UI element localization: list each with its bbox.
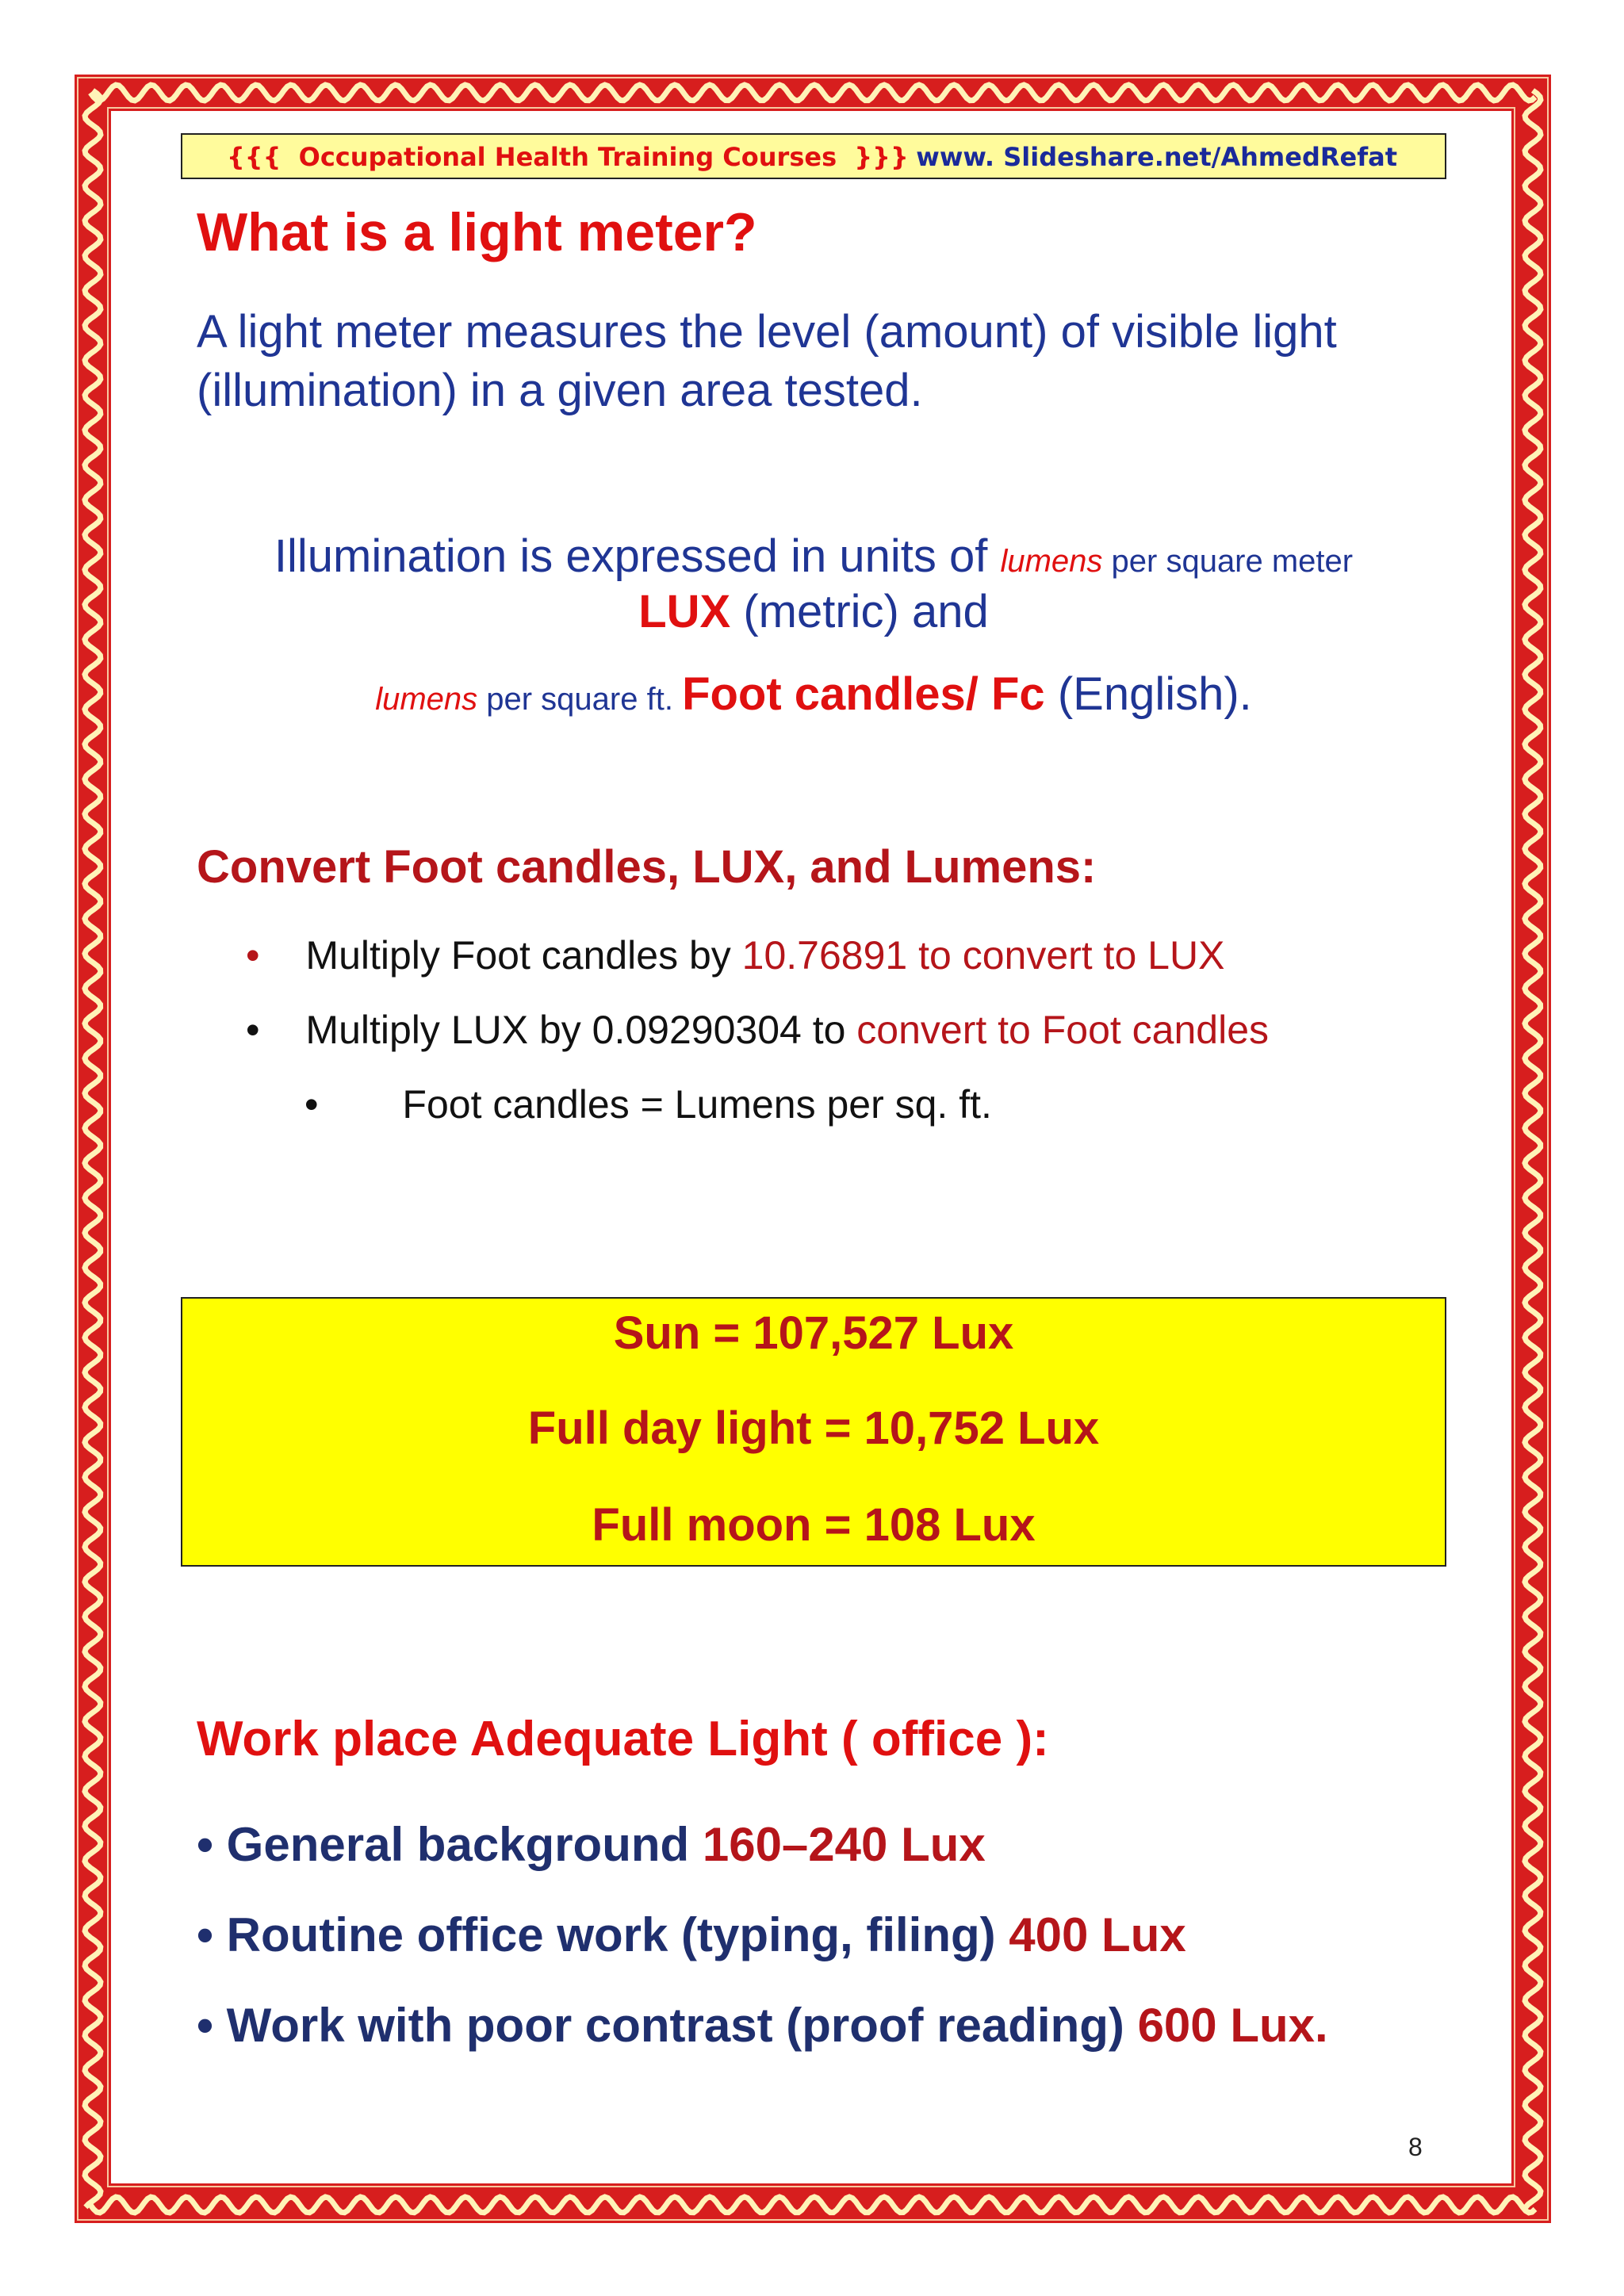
workplace-item-value: 160–240 Lux xyxy=(702,1818,986,1871)
course-name: Occupational Health Training Courses xyxy=(298,142,837,172)
border-wave xyxy=(90,2197,1535,2213)
lumens-term-2: lumens xyxy=(375,682,478,717)
page-number: 8 xyxy=(1408,2133,1423,2161)
illumination-line-2 xyxy=(181,585,1446,638)
course-title xyxy=(227,142,909,172)
workplace-item-value: 400 Lux xyxy=(1009,1908,1186,1961)
english-label: (English). xyxy=(1044,668,1252,720)
full-moon-value: Full moon = 108 Lux xyxy=(592,1499,1036,1551)
workplace-item-value: 600 Lux. xyxy=(1137,1999,1328,2052)
convert-bullet-1-text: Multiply Foot candles by xyxy=(305,933,742,978)
convert-heading: Convert Foot candles, LUX, and Lumens: xyxy=(197,841,1097,893)
convert-bullet-3 xyxy=(304,1081,992,1127)
per-square-ft: per square ft. xyxy=(477,682,683,717)
workplace-item xyxy=(197,1817,986,1872)
open-braces: {{{ xyxy=(227,142,282,172)
sun-value: Sun = 107,527 Lux xyxy=(613,1307,1014,1359)
page-content-area xyxy=(111,111,1511,2183)
workplace-item-label: • Work with poor contrast (proof reading) xyxy=(197,1999,1138,2052)
intro-paragraph xyxy=(197,303,1337,420)
convert-bullet-1 xyxy=(246,932,1224,978)
border-wave xyxy=(90,85,1535,101)
metric-label: (metric) and xyxy=(730,586,989,637)
bullet-glyph: • xyxy=(246,933,260,978)
page-title: What is a light meter? xyxy=(197,202,757,262)
foot-candles-term: Foot candles/ Fc xyxy=(682,668,1045,720)
convert-bullet-2-highlight: convert to Foot candles xyxy=(856,1008,1270,1052)
convert-bullet-3-text: Foot candles = Lumens per sq. ft. xyxy=(402,1082,992,1127)
workplace-heading: Work place Adequate Light ( office ): xyxy=(197,1712,1049,1766)
workplace-item xyxy=(197,1908,1186,1962)
convert-bullet-2-text: Multiply LUX by 0.09290304 to xyxy=(305,1008,857,1052)
border-wave xyxy=(1525,90,1541,2207)
intro-line-1: A light meter measures the level (amount) of visible light xyxy=(197,306,1337,358)
illumination-line-3 xyxy=(181,668,1446,721)
header-banner xyxy=(181,133,1446,179)
illumination-line-1 xyxy=(181,530,1446,583)
lumens-term-1: lumens xyxy=(1000,544,1103,579)
border-wave xyxy=(85,90,101,2207)
lux-term: LUX xyxy=(638,586,731,637)
close-braces: }}} xyxy=(854,142,909,172)
workplace-item-label: • Routine office work (typing, filing) xyxy=(197,1908,1009,1961)
workplace-item-label: • General background xyxy=(197,1818,703,1871)
website-link[interactable]: www. Slideshare.net/AhmedRefat xyxy=(916,142,1397,172)
intro-line-2: (illumination) in a given area tested. xyxy=(197,365,923,416)
per-square-meter: per square meter xyxy=(1102,544,1354,579)
convert-bullet-1-highlight: 10.76891 to convert to LUX xyxy=(741,933,1225,978)
full-day-light-value: Full day light = 10,752 Lux xyxy=(527,1402,1100,1454)
workplace-item xyxy=(197,1998,1328,2053)
light-reference-box xyxy=(181,1297,1446,1567)
convert-bullet-2 xyxy=(246,1007,1269,1053)
bullet-glyph: • xyxy=(246,1008,260,1052)
illumination-prefix: Illumination is expressed in units of xyxy=(274,530,1001,582)
bullet-glyph: • xyxy=(304,1082,319,1127)
